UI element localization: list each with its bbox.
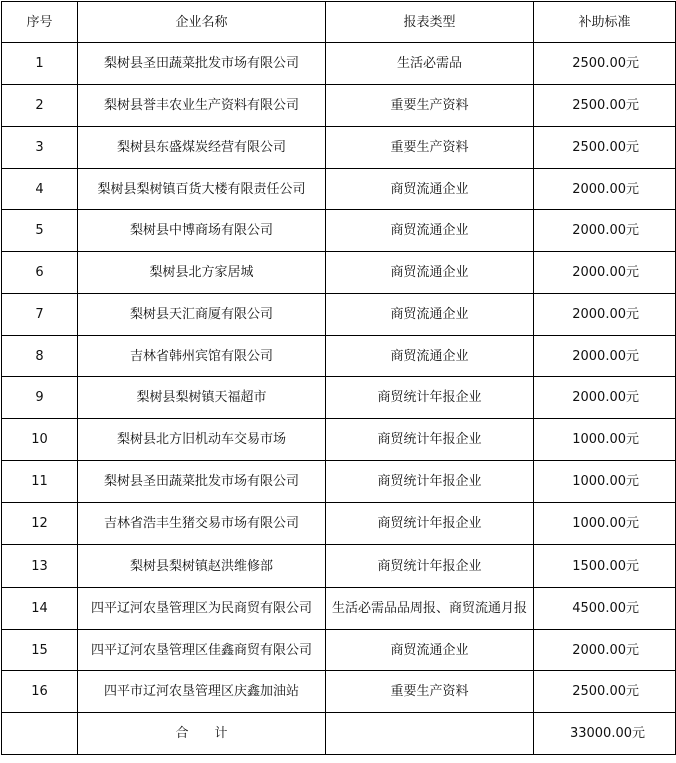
row-subsidy: 2000.00元 — [534, 294, 676, 336]
table-row — [2, 545, 676, 588]
row-no: 3 — [2, 127, 78, 169]
row-no: 1 — [2, 43, 78, 85]
row-company-name: 梨树县梨树镇赵洪维修部 — [78, 545, 326, 588]
table-row — [2, 252, 676, 294]
row-company-name: 四平市辽河农垦管理区庆鑫加油站 — [78, 671, 326, 713]
table-row — [2, 461, 676, 503]
table-row — [2, 503, 676, 545]
row-subsidy: 2500.00元 — [534, 671, 676, 713]
table-row — [2, 336, 676, 377]
row-subsidy: 2000.00元 — [534, 336, 676, 377]
row-subsidy: 2000.00元 — [534, 169, 676, 210]
table-row — [2, 85, 676, 127]
table-row — [2, 419, 676, 461]
row-subsidy: 2000.00元 — [534, 210, 676, 252]
row-report-type: 重要生产资料 — [326, 85, 534, 127]
table-row — [2, 377, 676, 419]
row-company-name: 梨树县东盛煤炭经营有限公司 — [78, 127, 326, 169]
table-row — [2, 127, 676, 169]
row-subsidy: 2500.00元 — [534, 127, 676, 169]
header-company-name: 企业名称 — [78, 2, 326, 43]
row-no: 12 — [2, 503, 78, 545]
row-report-type: 重要生产资料 — [326, 671, 534, 713]
row-report-type: 商贸统计年报企业 — [326, 545, 534, 588]
table-header-row — [2, 2, 676, 43]
total-empty-type — [326, 713, 534, 755]
row-subsidy: 1000.00元 — [534, 419, 676, 461]
row-subsidy: 4500.00元 — [534, 588, 676, 630]
row-subsidy: 2000.00元 — [534, 252, 676, 294]
row-no: 16 — [2, 671, 78, 713]
row-no: 10 — [2, 419, 78, 461]
row-subsidy: 2500.00元 — [534, 43, 676, 85]
table-total-row — [2, 713, 676, 755]
row-report-type: 商贸统计年报企业 — [326, 461, 534, 503]
row-report-type: 生活必需品品周报、商贸流通月报 — [326, 588, 534, 630]
row-report-type: 商贸流通企业 — [326, 294, 534, 336]
row-no: 4 — [2, 169, 78, 210]
row-no: 2 — [2, 85, 78, 127]
row-no: 5 — [2, 210, 78, 252]
row-subsidy: 1500.00元 — [534, 545, 676, 588]
table-row — [2, 294, 676, 336]
row-report-type: 重要生产资料 — [326, 127, 534, 169]
row-no: 11 — [2, 461, 78, 503]
table-row — [2, 210, 676, 252]
total-label: 合 计 — [78, 713, 326, 755]
row-company-name: 梨树县天汇商厦有限公司 — [78, 294, 326, 336]
row-company-name: 梨树县梨树镇天福超市 — [78, 377, 326, 419]
table-row — [2, 169, 676, 210]
row-no: 13 — [2, 545, 78, 588]
row-subsidy: 2000.00元 — [534, 630, 676, 671]
row-company-name: 吉林省浩丰生猪交易市场有限公司 — [78, 503, 326, 545]
row-company-name: 梨树县誉丰农业生产资料有限公司 — [78, 85, 326, 127]
table-row — [2, 588, 676, 630]
row-company-name: 吉林省韩州宾馆有限公司 — [78, 336, 326, 377]
row-company-name: 四平辽河农垦管理区佳鑫商贸有限公司 — [78, 630, 326, 671]
row-company-name: 梨树县梨树镇百货大楼有限责任公司 — [78, 169, 326, 210]
row-subsidy: 1000.00元 — [534, 503, 676, 545]
row-subsidy: 2000.00元 — [534, 377, 676, 419]
table-row — [2, 630, 676, 671]
row-company-name: 四平辽河农垦管理区为民商贸有限公司 — [78, 588, 326, 630]
row-report-type: 商贸流通企业 — [326, 169, 534, 210]
row-no: 7 — [2, 294, 78, 336]
subsidy-table — [1, 1, 676, 755]
row-company-name: 梨树县圣田蔬菜批发市场有限公司 — [78, 461, 326, 503]
row-no: 6 — [2, 252, 78, 294]
header-report-type: 报表类型 — [326, 2, 534, 43]
table-row — [2, 671, 676, 713]
row-no: 15 — [2, 630, 78, 671]
row-report-type: 商贸统计年报企业 — [326, 419, 534, 461]
row-company-name: 梨树县北方家居城 — [78, 252, 326, 294]
row-subsidy: 2500.00元 — [534, 85, 676, 127]
header-subsidy: 补助标准 — [534, 2, 676, 43]
row-report-type: 商贸流通企业 — [326, 210, 534, 252]
row-report-type: 商贸统计年报企业 — [326, 503, 534, 545]
row-report-type: 商贸统计年报企业 — [326, 377, 534, 419]
row-no: 8 — [2, 336, 78, 377]
row-company-name: 梨树县北方旧机动车交易市场 — [78, 419, 326, 461]
total-empty — [2, 713, 78, 755]
table-row — [2, 43, 676, 85]
total-amount: 33000.00元 — [534, 713, 676, 755]
row-report-type: 商贸流通企业 — [326, 336, 534, 377]
row-report-type: 商贸流通企业 — [326, 630, 534, 671]
row-report-type: 生活必需品 — [326, 43, 534, 85]
row-subsidy: 1000.00元 — [534, 461, 676, 503]
row-report-type: 商贸流通企业 — [326, 252, 534, 294]
header-no: 序号 — [2, 2, 78, 43]
row-no: 9 — [2, 377, 78, 419]
row-company-name: 梨树县圣田蔬菜批发市场有限公司 — [78, 43, 326, 85]
row-no: 14 — [2, 588, 78, 630]
row-company-name: 梨树县中博商场有限公司 — [78, 210, 326, 252]
